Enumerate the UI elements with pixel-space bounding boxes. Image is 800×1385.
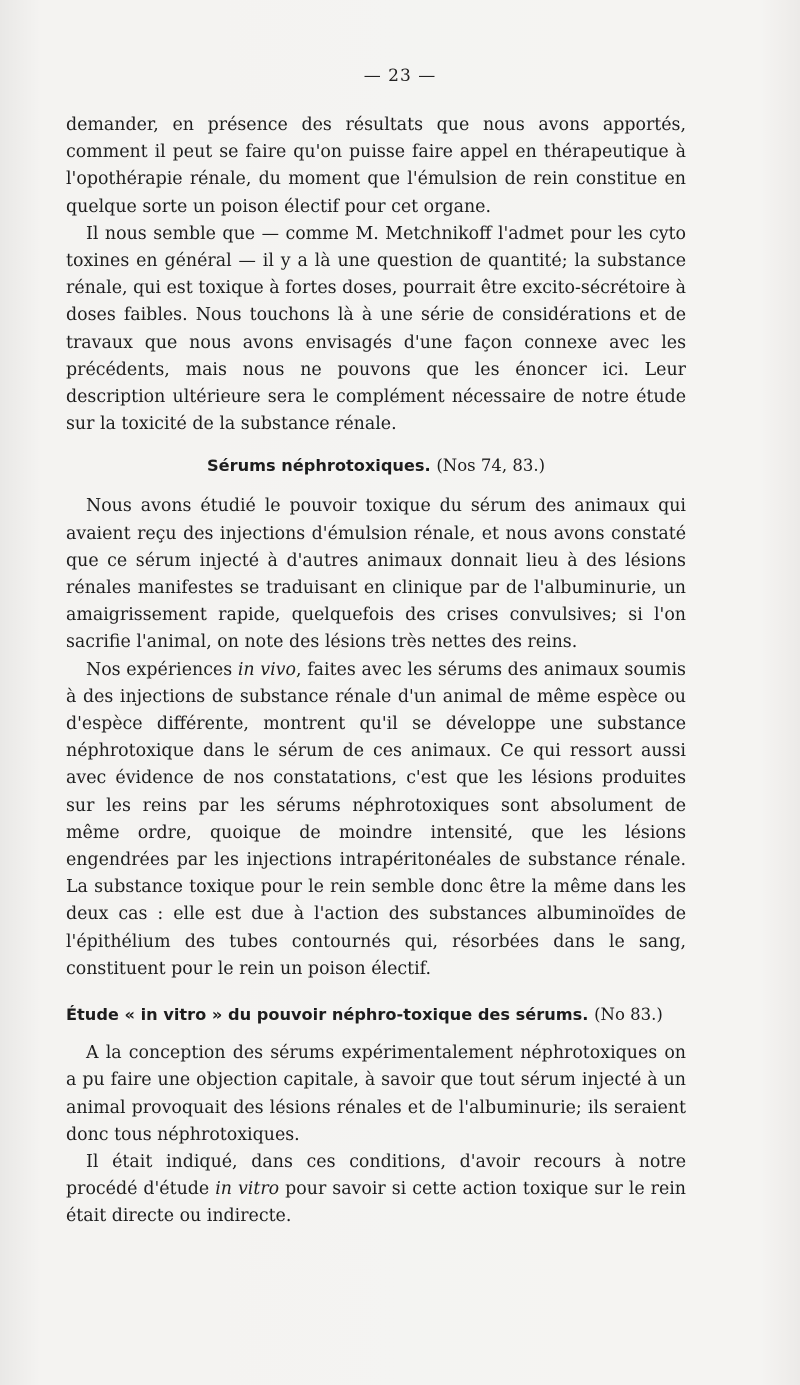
body-text bbox=[66, 112, 686, 1231]
paragraph-2: Il nous semble que — comme M. Metchnikoff l'admet pour les cyto toxines en général — il y a là une question de quantité; la substance rénale, qui est toxique à fortes doses, pourrait être excito-sécrétoire à doses faibles. Nous touchons là à une série de considérations et de travaux que nous avons envisagés d'une façon connexe avec les précédents, mais nous ne pouvons que les énoncer ici. Leur description ultérieure sera le complément nécessaire de notre étude sur la toxicité de la substance rénale. bbox=[66, 223, 686, 435]
paragraph-4-italic: in vivo bbox=[237, 659, 296, 680]
paragraph-6-italic: in vitro bbox=[215, 1179, 280, 1200]
page-number: — 23 — bbox=[363, 66, 437, 86]
paragraph-3: Nous avons étudié le pouvoir toxique du sérum des animaux qui avaient reçu des injections d'émulsion rénale, et nous avons constaté que ce sérum injecté à d'autres animaux donnait lieu à des lésions rénales manifestes se traduisant en clinique par de l'albuminurie, un amaigrissement rapide, quelquefois des crises convulsives; si l'on sacrifie l'animal, on note des lésions très nettes des reins. bbox=[66, 496, 686, 653]
paragraph-4-start: Nos expériences bbox=[86, 659, 238, 680]
paragraph-1: demander, en présence des résultats que nous avons apportés, comment il peut se faire qu'on puisse faire appel en thérapeutique à l'opothérapie rénale, du moment que l'émulsion de rein constitue en quelque sorte un poison électif pour cet organe. bbox=[66, 115, 686, 217]
paragraph-5: A la conception des sérums expérimentalement néphrotoxiques on a pu faire une objection capitale, à savoir que tout sérum injecté à un animal provoquait des lésions rénales et de l'albuminurie; ils seraient donc tous néphrotoxiques. bbox=[66, 1043, 686, 1145]
paragraph-6-start: Il était indiqué, dans ces conditions, d'avoir recours à notre procédé d'étude bbox=[66, 1151, 686, 1200]
paragraph-4 bbox=[66, 657, 686, 983]
section-heading-ref: (No 83.) bbox=[594, 1005, 663, 1025]
section-heading-ref: (Nos 74, 83.) bbox=[436, 456, 546, 476]
paragraph-6-end: pour savoir si cette action toxique sur le rein était directe ou indirecte. bbox=[66, 1179, 686, 1227]
section-heading-in-vitro bbox=[66, 1001, 686, 1028]
section-heading-title: Étude « in vitro » du pouvoir néphro-toxique des sérums. bbox=[66, 1005, 589, 1025]
section-heading-serums bbox=[66, 452, 686, 479]
paragraph-4-end: , faites avec les sérums des animaux soumis à des injections de substance rénale d'un animal de même espèce ou d'espèce différente, montrent qu'il se développe une substance néphrotoxique dans le sérum de ces animaux. Ce qui ressort aussi avec évidence de nos constatations, c'est que les lésions produites sur les reins par les sérums néphrotoxiques sont absolument de même ordre, quoique de moindre intensité, que les lésions engendrées par les injections intrapéritonéales de substance rénale. La substance toxique pour le rein semble donc être la même dans les deux cas : elle est due à l'action des substances albuminoïdes de l'épithélium des tubes contournés qui, résorbées dans le sang, constituent pour le rein un poison électif. bbox=[66, 659, 686, 979]
paragraph-6 bbox=[66, 1149, 686, 1231]
section-heading-title: Sérums néphrotoxiques. bbox=[206, 456, 431, 476]
